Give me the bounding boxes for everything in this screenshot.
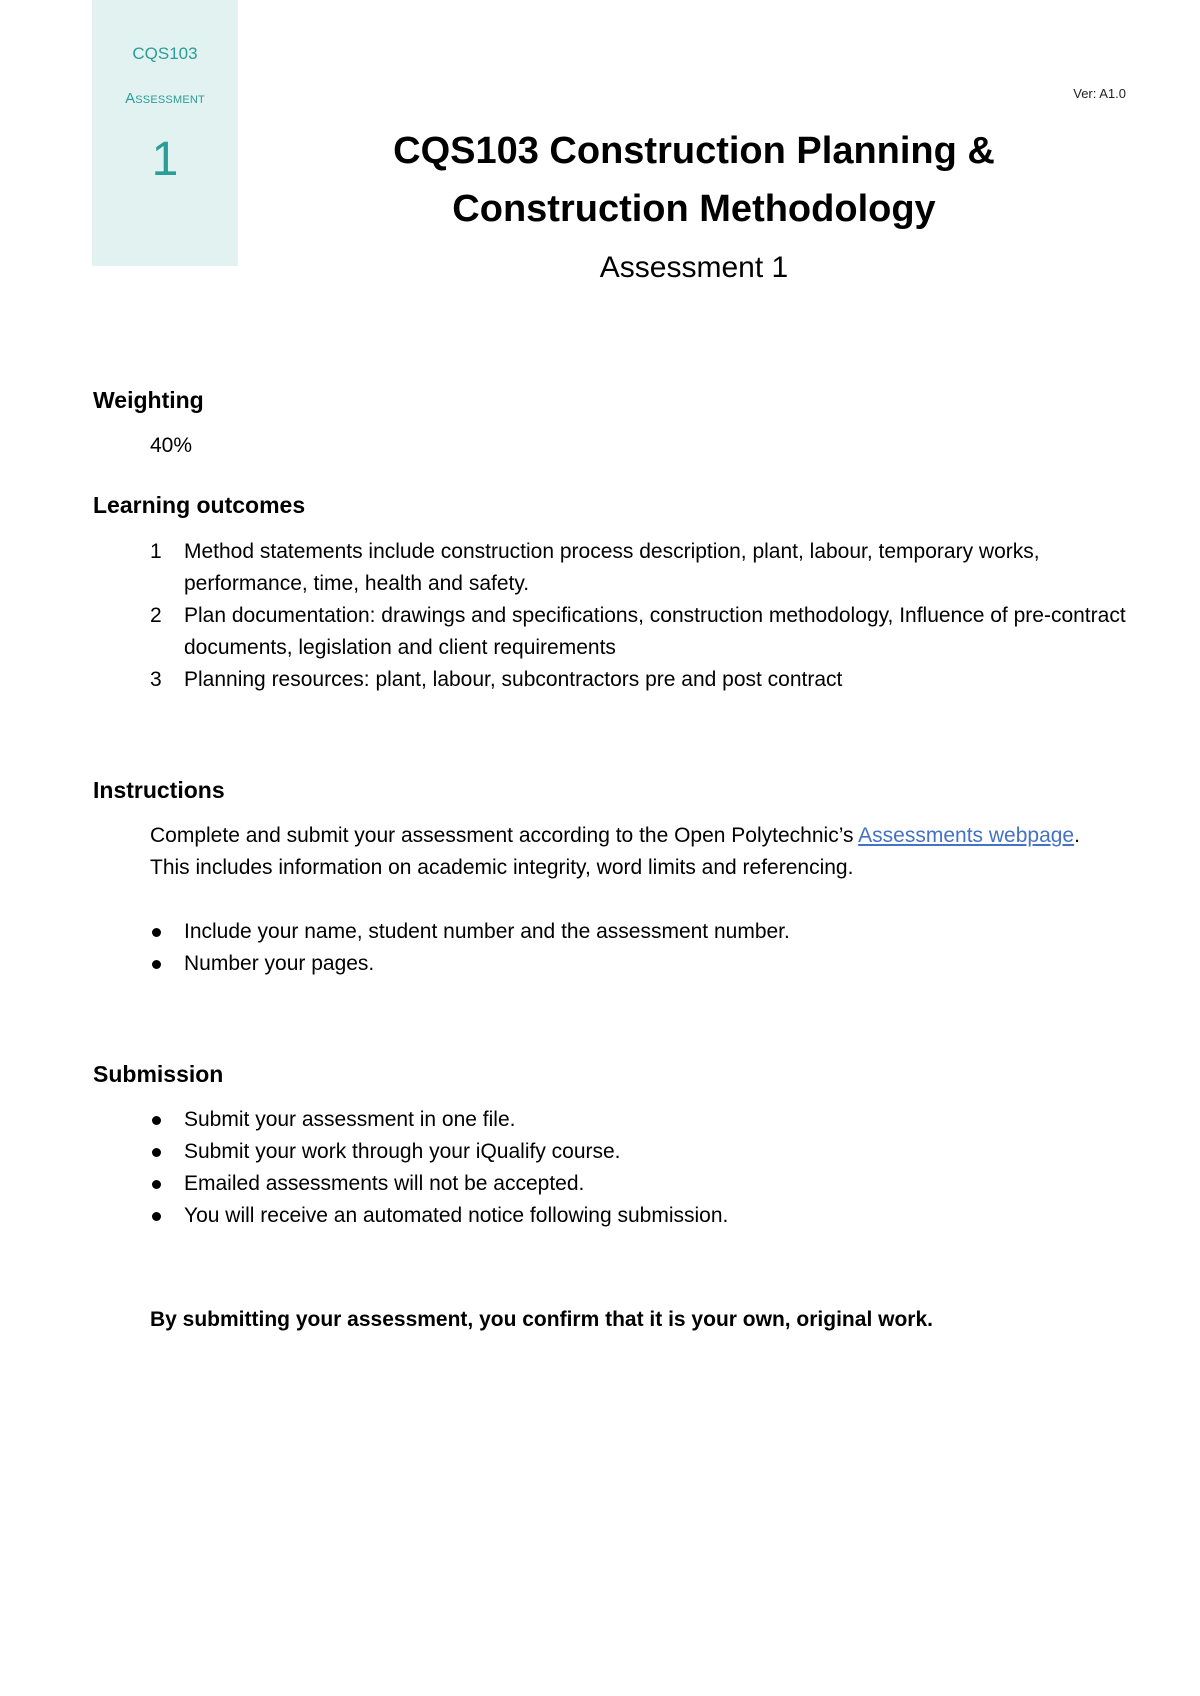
bullet-icon xyxy=(152,960,161,969)
list-item xyxy=(150,1104,1130,1136)
list-item-text: Include your name, student number and the assessment number. xyxy=(184,920,790,943)
list-item-number: 3 xyxy=(150,668,162,691)
list-item xyxy=(150,1136,1130,1168)
instructions-paragraph xyxy=(150,820,1110,884)
list-item-number: 1 xyxy=(150,540,162,563)
assessment-side-tab xyxy=(92,0,238,266)
list-item-text: Emailed assessments will not be accepted. xyxy=(184,1172,585,1195)
submission-heading: Submission xyxy=(93,1061,224,1087)
assessments-webpage-link[interactable]: Assessments webpage xyxy=(858,824,1075,847)
submission-bullet-list xyxy=(150,1104,1130,1232)
weighting-value: 40% xyxy=(150,434,193,457)
list-item-text: Method statements include construction process description, plant, labour, temporary works, performance, time, health and safety. xyxy=(184,540,1040,595)
originality-confirmation: By submitting your assessment, you confirm that it is your own, original work. xyxy=(150,1308,933,1331)
instructions-text-before: Complete and submit your assessment according to the Open Polytechnic’s xyxy=(150,824,859,847)
learning-outcomes-heading: Learning outcomes xyxy=(93,492,306,518)
list-item xyxy=(150,1168,1130,1200)
list-item xyxy=(150,600,1130,664)
list-item-number: 2 xyxy=(150,604,162,627)
weighting-heading: Weighting xyxy=(93,387,204,413)
document-subtitle: Assessment 1 xyxy=(599,251,789,284)
list-item xyxy=(150,916,1130,948)
list-item xyxy=(150,536,1130,600)
document-title-line-1: CQS103 Construction Planning & xyxy=(393,130,995,172)
side-tab-number: 1 xyxy=(151,133,179,186)
list-item-text: Number your pages. xyxy=(184,952,375,975)
bullet-icon xyxy=(152,1180,161,1189)
list-item-text: You will receive an automated notice following submission. xyxy=(184,1204,729,1227)
instructions-heading: Instructions xyxy=(93,777,225,803)
document-title-line-2: Construction Methodology xyxy=(452,188,936,230)
bullet-icon xyxy=(152,928,161,937)
side-tab-label: Assessment xyxy=(125,90,205,107)
bullet-icon xyxy=(152,1148,161,1157)
instructions-bullet-list xyxy=(150,916,1130,980)
list-item xyxy=(150,948,1130,980)
bullet-icon xyxy=(152,1116,161,1125)
list-item xyxy=(150,1200,1130,1232)
list-item xyxy=(150,664,1130,696)
version-label: Ver: A1.0 xyxy=(1073,86,1126,101)
list-item-text: Plan documentation: drawings and specifications, construction methodology, Influence of pre-contract documents, legislation and client requirements xyxy=(184,604,1126,659)
side-tab-course-code: CQS103 xyxy=(132,44,198,63)
learning-outcomes-list xyxy=(150,536,1130,696)
instructions-text-after: . This includes information on academic integrity, word limits and referencing. xyxy=(150,824,1080,879)
bullet-icon xyxy=(152,1212,161,1221)
list-item-text: Planning resources: plant, labour, subcontractors pre and post contract xyxy=(184,668,843,691)
list-item-text: Submit your assessment in one file. xyxy=(184,1108,516,1131)
list-item-text: Submit your work through your iQualify course. xyxy=(184,1140,621,1163)
